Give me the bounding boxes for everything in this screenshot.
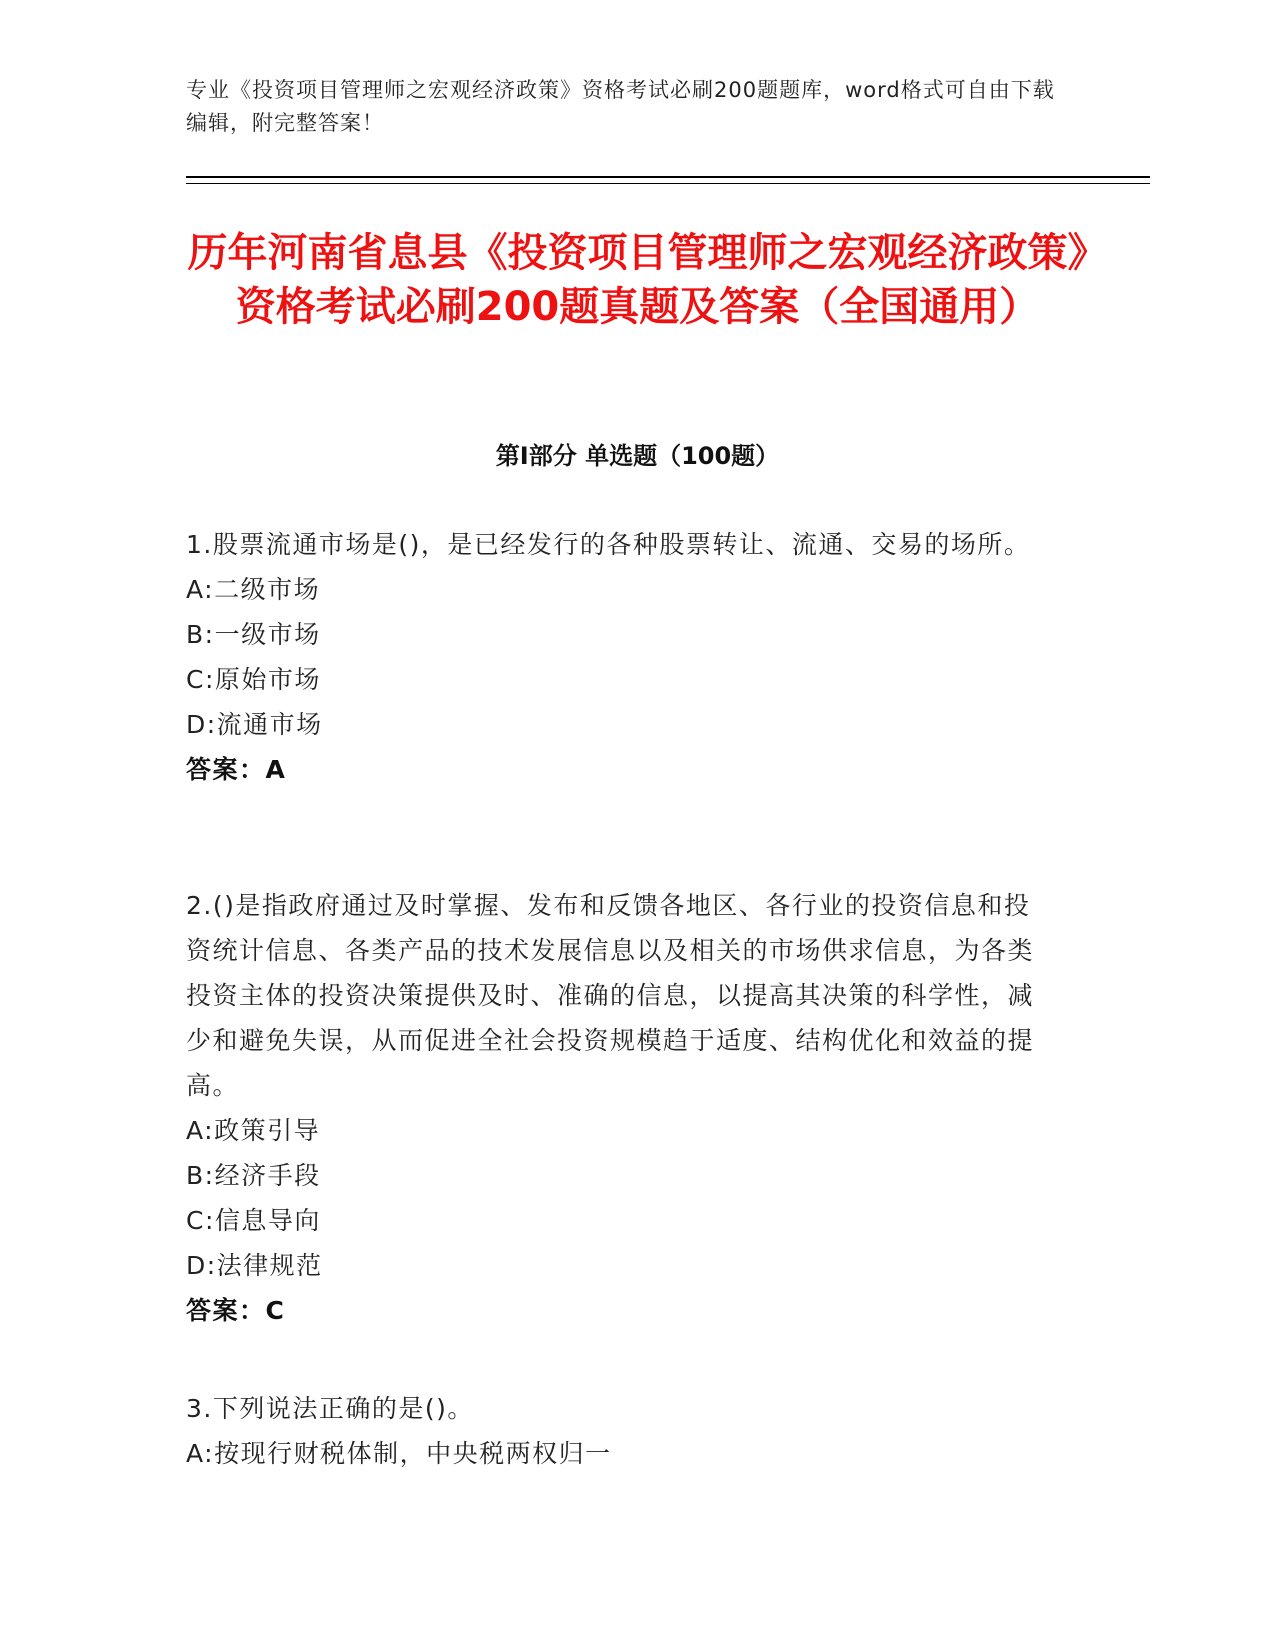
question-2 xyxy=(186,883,1056,1333)
question-stem: 3.下列说法正确的是()。 xyxy=(186,1394,474,1423)
option-a: A:政策引导 xyxy=(186,1116,321,1145)
question-stem: 1.股票流通市场是()，是已经发行的各种股票转让、流通、交易的场所。 xyxy=(186,530,1031,559)
question-1 xyxy=(186,522,1056,792)
header-divider-thin xyxy=(186,183,1150,184)
option-b: B:经济手段 xyxy=(186,1161,321,1190)
header-divider-thick xyxy=(186,176,1150,178)
option-c: C:信息导向 xyxy=(186,1206,321,1235)
document-title: 历年河南省息县《投资项目管理师之宏观经济政策》资格考试必刷200题真题及答案（全国通用） xyxy=(187,230,1088,330)
answer: 答案：C xyxy=(186,1296,286,1325)
answer: 答案：A xyxy=(186,755,287,784)
page-header: 专业《投资项目管理师之宏观经济政策》资格考试必刷200题题库，word格式可自由下载编辑，附完整答案！ xyxy=(186,78,1055,135)
option-a: A:按现行财税体制，中央税两权归一 xyxy=(186,1439,612,1468)
question-stem: 2.()是指政府通过及时掌握、发布和反馈各地区、各行业的投资信息和投资统计信息、各类产品的技术发展信息以及相关的市场供求信息，为各类投资主体的投资决策提供及时、准确的信息，以提高其决策的科学性，减少和避免失误，从而促进全社会投资规模趋于适度、结构优化和效益的提高。 xyxy=(186,891,1035,1100)
option-b: B:一级市场 xyxy=(186,620,321,649)
option-d: D:法律规范 xyxy=(186,1251,323,1280)
option-c: C:原始市场 xyxy=(186,665,321,694)
option-a: A:二级市场 xyxy=(186,575,321,604)
section-title: 第Ⅰ部分 单选题（100题） xyxy=(495,442,780,470)
question-3 xyxy=(186,1386,1056,1476)
option-d: D:流通市场 xyxy=(186,710,323,739)
